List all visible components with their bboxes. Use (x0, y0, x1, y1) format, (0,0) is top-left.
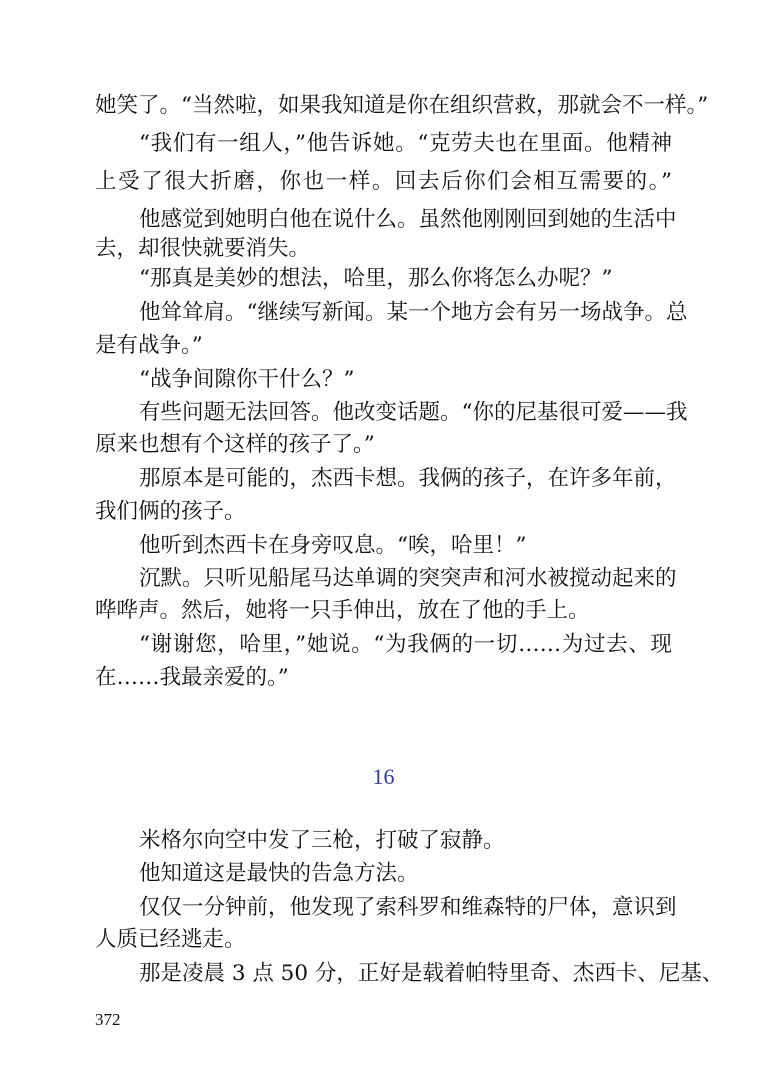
paragraph-line: 他知道这是最快的告急方法。 (139, 861, 419, 886)
paragraph-line: 那原本是可能的，杰西卡想。我俩的孩子，在许多年前， (139, 466, 677, 491)
page-number: 372 (95, 1010, 121, 1029)
paragraph-line: 他感觉到她明白他在说什么。虽然他刚刚回到她的生活中 (139, 207, 677, 232)
paragraph-line: “我们有一组人，”他告诉她。“克劳夫也在里面。他精神 (139, 131, 672, 156)
paragraph-line: “那真是美妙的想法，哈里，那么你将怎么办呢？” (139, 266, 613, 291)
paragraph-line: 他听到杰西卡在身旁叹息。“唉，哈里！” (139, 533, 527, 558)
paragraph-line: 哗哗声。然后，她将一只手伸出，放在了他的手上。 (95, 598, 590, 623)
paragraph-line: 他耸耸肩。“继续写新闻。某一个地方会有另一场战争。总 (139, 300, 688, 325)
chapter-heading: 16 (372, 764, 395, 789)
paragraph-line: “战争间隙你干什么？” (139, 367, 355, 392)
paragraph-line: 我们俩的孩子。 (95, 499, 246, 524)
paragraph-line: 沉默。只听见船尾马达单调的突突声和河水被搅动起来的 (139, 566, 677, 591)
paragraph-line: 在……我最亲爱的。” (95, 665, 289, 690)
paragraph-line: 有些问题无法回答。他改变话题。“你的尼基很可爱——我 (139, 400, 688, 425)
paragraph-line: 人质已经逃走。 (95, 927, 246, 952)
paragraph-line: 那是凌晨 3 点 50 分，正好是载着帕特里奇、杰西卡、尼基、 (139, 961, 724, 986)
paragraph-line: “谢谢您，哈里，”她说。“为我俩的一切……为过去、现 (139, 632, 672, 657)
paragraph-line: 仅仅一分钟前，他发现了索科罗和维森特的尸体，意识到 (139, 895, 677, 920)
paragraph-line: 是有战争。” (95, 333, 203, 358)
paragraph-line: 去，却很快就要消失。 (95, 236, 311, 261)
paragraph-line: 原来也想有个这样的孩子了。” (95, 432, 375, 457)
paragraph-line: 她笑了。“当然啦，如果我知道是你在组织营救，那就会不一样。” (95, 93, 709, 118)
paragraph-line: 上受了很大折磨，你也一样。回去后你们会相互需要的。” (95, 169, 672, 194)
paragraph-line: 米格尔向空中发了三枪，打破了寂静。 (139, 828, 505, 853)
